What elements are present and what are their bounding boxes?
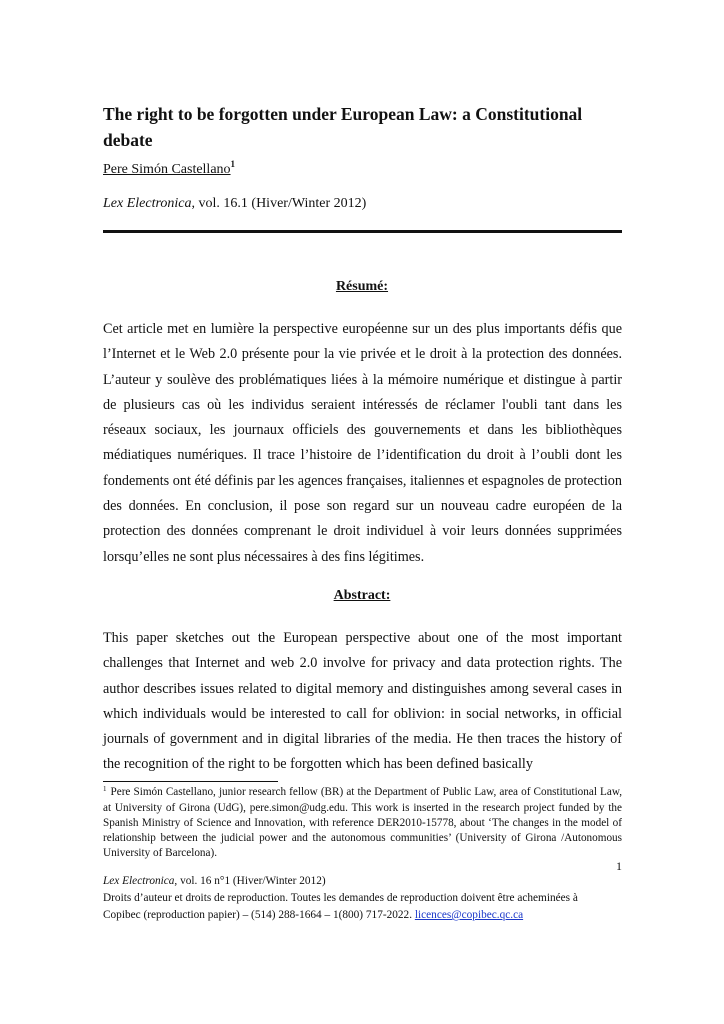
abstract-paragraph: This paper sketches out the European perspective about one of the most important challenges that Internet and web 2.0 involve for privacy and data protection rights. The author describes issues related to digital memory and distinguishes among several cases in which individuals would be interested to call for oblivion: in social networks, in official journals of government and in digital libraries of the media. He then traces the history of the recognition of the right to be forgotten which has been defined basically (103, 630, 622, 773)
page-number: 1 (616, 859, 622, 873)
citation-line (103, 194, 366, 214)
footnote-marker: 1 (103, 785, 107, 793)
author-name: Pere Simón Castellano (103, 162, 231, 177)
page-footer (103, 873, 622, 924)
footer-email-link[interactable]: licences@copibec.qc.ca (414, 909, 524, 921)
footer-journal-line (103, 873, 622, 890)
author-footnote-marker[interactable]: 1 (230, 159, 236, 169)
footnote-divider (103, 781, 278, 782)
footer-journal: Lex Electronica (103, 875, 175, 887)
footer-rights: Droits d’auteur et droits de reproduction. Toutes les demandes de reproduction doivent être acheminées à (103, 892, 578, 904)
title-divider (103, 230, 622, 233)
author-line (103, 160, 235, 180)
citation-volume: , vol. 16.1 (Hiver/Winter 2012) (191, 196, 367, 211)
footer-contact-line (103, 907, 622, 924)
footnote-text: Pere Simón Castellano, junior research fellow (BR) at the Department of Public Law, area of Constitutional Law, at University of Girona (UdG), pere.simon@udg.edu. This work is inserted in the research project funded by the Spanish Ministry of Science and Innovation, with reference DER2010-15778, about ‘The changes in the model of relationship between the judicial power and the autonomous communities’ (University of Girona /Autonomous University of Barcelona). (103, 786, 622, 859)
resume-heading: Résumé: (335, 279, 389, 294)
paper-title: The right to be forgotten under European Law: a Constitutional debate (103, 104, 583, 150)
footnote (103, 785, 622, 861)
abstract-heading: Abstract: (333, 588, 391, 603)
resume-paragraph: Cet article met en lumière la perspective européenne sur un des plus importants défis que l’Internet et le Web 2.0 présente pour la vie privée et le droit à la protection des données. L’auteur y soulève des problématiques liées à la mémoire numérique et distingue à partir de plusieurs cas où les individus seraient intéressés de réclamer l'oubli tant dans les réseaux sociaux, les journaux officiels des gouvernements et dans les bibliothèques médiatiques numériques. Il trace l’histoire de l’identification du droit à l’oubli dont les fondements ont été définis par les agences françaises, italiennes et espagnoles de protection des données. En conclusion, il pose son regard sur un nouveau cadre européen de la protection des données comprenant le droit individuel à voir leurs données supprimées lorsqu’elles ne sont plus nécessaires à des fins légitimes. (103, 321, 622, 565)
footer-copibec: Copibec (reproduction papier) – (514) 288-1664 – 1(800) 717-2022. (103, 909, 413, 921)
citation-journal: Lex Electronica (103, 196, 192, 211)
footer-volume: , vol. 16 n°1 (Hiver/Winter 2012) (174, 875, 326, 887)
